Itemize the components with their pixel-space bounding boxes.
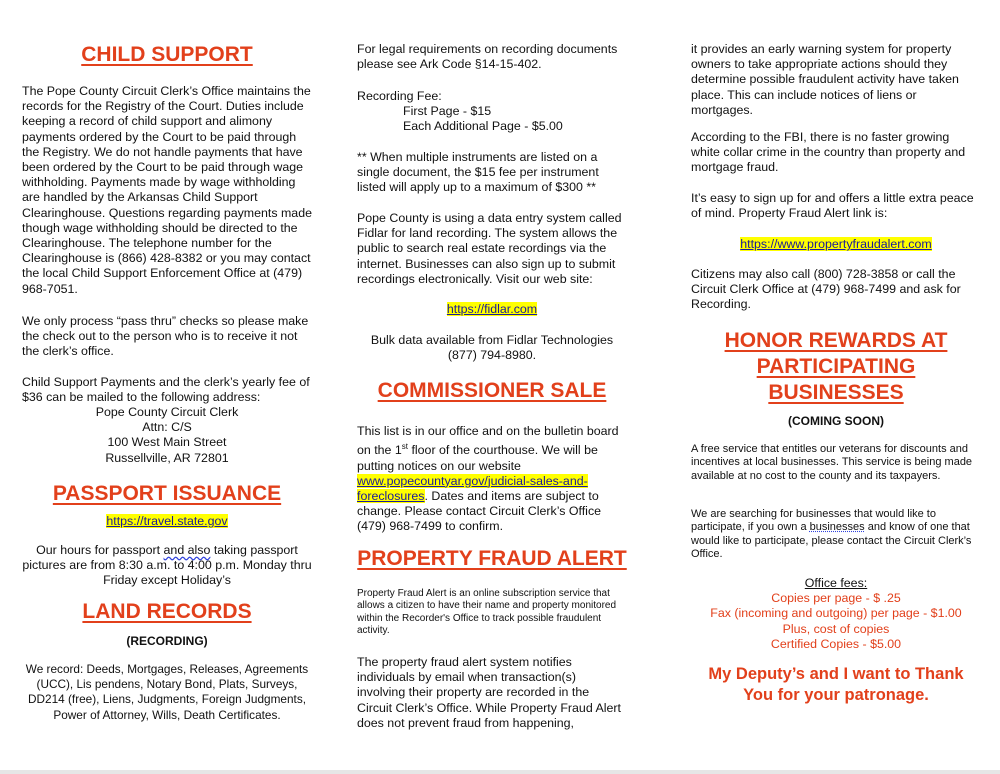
office-fee-item: Copies per page - $ .25	[771, 591, 901, 606]
address-line: Russellville, AR 72801	[105, 450, 229, 465]
honor-rewards-heading: HONOR REWARDS AT PARTICIPATING BUSINESSES	[724, 329, 948, 404]
column-2	[357, 0, 627, 774]
businesses-word: businesses	[809, 521, 865, 534]
thank-you-message: My Deputy’s and I want to Thank You for your patronage.	[708, 665, 964, 704]
child-support-paragraph: The Pope County Circuit Clerk’s Office maintains the records for the Registry of the Court. Duties include keeping a record of child support and alimony payments ordered by the Court to be paid through the Registry. We do not handle payments that have been ordered by the Court to be paid through wage withholding. Payments made by wage withholding are handled by the Arkansas Child Support Clearinghouse. Questions regarding payments made though wage withholding should be directed to the Clearinghouse. The telephone number for the Clearinghouse is (866) 428-8382 or you may contact the local Child Support Enforcement Office at (479) 968-7051.	[22, 84, 312, 296]
honor-rewards-paragraph-2	[691, 508, 981, 562]
call-paragraph: Citizens may also call (800) 728-3858 or call the Circuit Clerk Office at (479) 968-7499 and ask for Recording.	[691, 267, 961, 312]
fidlar-link-line	[357, 302, 627, 317]
fbi-paragraph: According to the FBI, there is no faster growing white collar crime in the country than property and mortgage fraud.	[691, 130, 966, 175]
passport-heading: PASSPORT ISSUANCE	[52, 482, 282, 505]
fraud-link-line	[691, 237, 981, 252]
column-1	[22, 0, 312, 774]
commissioner-sale-heading: COMMISSIONER SALE	[377, 379, 607, 402]
recording-fee-label: Recording Fee:	[357, 89, 442, 103]
bottom-divider	[0, 770, 1000, 774]
commissioner-text: . Dates and items are subject to change. Please contact Circuit Clerk’s Office (479) 968-7499 to confirm.	[357, 488, 602, 534]
property-fraud-text: The property fraud alert system notifies individuals by email when transaction(s) involving their property are recorded in the Circuit Clerk’s Office. While Property Fraud Alert does not prevent fraud from happening,	[357, 655, 621, 730]
fraud-continued: it provides an early warning system for property owners to take appropriate actions should they determine possible fraudulent activity have taken place. This can include notices of liens or mortgages.	[691, 42, 959, 117]
passport-hours-text: taking passport pictures are from 8:30 a.m. to 4:00 p.m. Monday thru Friday except Holiday’s	[22, 543, 312, 588]
signup-paragraph: It’s easy to sign up for and offers a little extra peace of mind. Property Fraud Alert link is:	[691, 191, 974, 221]
address-line: Pope County Circuit Clerk	[95, 405, 239, 419]
commissioner-text: This list is in our office and on the bulletin board on the 1	[357, 424, 619, 458]
land-records-heading: LAND RECORDS	[82, 600, 252, 623]
office-fee-item: Plus, cost of copies	[782, 621, 890, 636]
child-support-heading: CHILD SUPPORT	[81, 43, 253, 66]
property-fraud-small-text: Property Fraud Alert is an online subscription service that allows a citizen to have their name and property monitored within the Recorder's Office to track possible fraudulent activity.	[357, 588, 617, 637]
recording-fee	[357, 89, 627, 135]
bulk-data: Bulk data available from Fidlar Technologies (877) 794-8980.	[370, 333, 614, 363]
legal-requirements: For legal requirements on recording documents please see Ark Code §14-15-402.	[357, 42, 618, 72]
passport-hours-and-also: and also	[163, 543, 211, 557]
commissioner-sup: st	[401, 442, 409, 452]
honor-text: We are searching for businesses that would like to participate, if you own a	[691, 508, 936, 534]
office-fees	[691, 576, 981, 652]
multiple-instruments-note: ** When multiple instruments are listed on a single document, the $15 fee per instrument listed will apply up to a maximum of $300 **	[357, 150, 599, 195]
mailing-paragraph: Child Support Payments and the clerk’s yearly fee of $36 can be mailed to the following address:	[22, 375, 310, 405]
passport-hours	[22, 543, 312, 589]
commissioner-link[interactable]: www.popecountyar.gov/judicial-sales-and-foreclosures	[357, 473, 588, 503]
passport-link[interactable]: https://travel.state.gov	[106, 514, 228, 528]
commissioner-sale-text	[357, 424, 627, 535]
address-line: 100 West Main Street	[107, 435, 227, 450]
honor-rewards-subheading: (COMING SOON)	[788, 414, 884, 428]
commissioner-text: floor of the courthouse. We will be putting notices on our website	[357, 443, 598, 473]
office-fee-item: Fax (incoming and outgoing) per page - $1.00	[710, 606, 962, 621]
passport-link-line	[22, 514, 312, 529]
office-fees-label: Office fees:	[804, 576, 868, 590]
office-fee-item: Certified Copies - $5.00	[770, 636, 902, 651]
recording-fee-first: First Page - $15	[403, 104, 492, 119]
land-records-subheading: (RECORDING)	[126, 634, 208, 648]
recording-fee-additional: Each Additional Page - $5.00	[403, 119, 563, 134]
address-line: Attn: C/S	[142, 420, 192, 435]
land-records-text: We record: Deeds, Mortgages, Releases, Agreements (UCC), Lis pendens, Notary Bond, Plats, Surveys, DD214 (free), Liens, Judgments, Foreign Judgments, Power of Attorney, Wills, Death Certificates.	[25, 662, 309, 722]
honor-text: and know of one that would like to participate, please contact the Circuit Clerk’s Office.	[691, 521, 972, 561]
mailing-address	[22, 405, 312, 466]
passport-hours-text: Our hours for passport	[36, 543, 164, 557]
pass-thru-paragraph: We only process “pass thru” checks so please make the check out to the person who is to receive it not the clerk’s office.	[22, 314, 309, 359]
fidlar-paragraph: Pope County is using a data entry system called Fidlar for land recording. The system allows the public to search real estate recordings via the internet. Businesses can also sign up to submit recordings electronically. Visit our web site:	[357, 211, 622, 286]
fidlar-link[interactable]: https://fidlar.com	[446, 302, 538, 316]
column-3	[691, 0, 981, 774]
honor-rewards-paragraph: A free service that entitles our veterans for discounts and incentives at local businesses. This service is being made available at no cost to the county and its taxpayers.	[691, 443, 973, 482]
property-fraud-heading: PROPERTY FRAUD ALERT	[357, 547, 627, 570]
property-fraud-alert-link[interactable]: https://www.propertyfraudalert.com	[740, 237, 932, 251]
